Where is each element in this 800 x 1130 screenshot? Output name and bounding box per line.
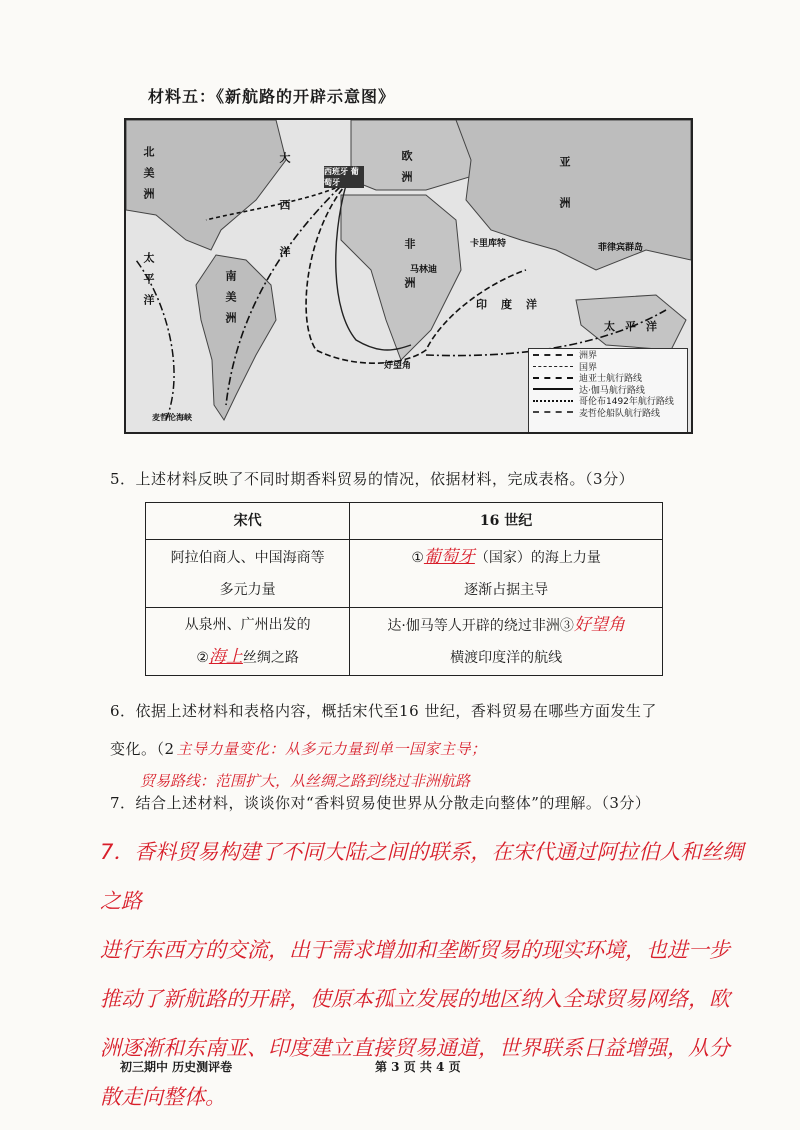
label-pacific-right: 太平洋 xyxy=(604,320,667,333)
label-atlantic: 大西洋 xyxy=(278,152,291,293)
handwritten-answer-1: 葡萄牙 xyxy=(423,547,475,567)
question-5: 5．上述材料反映了不同时期香料贸易的情况，依据材料，完成表格。（3分） xyxy=(110,470,635,488)
table-header-16c: 16 世纪 xyxy=(350,503,663,540)
label-malindi: 马林迪 xyxy=(410,265,438,275)
label-philippines: 菲律宾群岛 xyxy=(598,243,644,253)
legend-row: 麦哲伦船队航行路线 xyxy=(529,407,687,419)
table-header-song: 宋代 xyxy=(146,503,350,540)
material-title: 材料五：《新航路的开辟示意图》 xyxy=(148,87,396,106)
handwritten-answer-q6-2: 贸易路线：范围扩大，从丝绸之路到绕过非洲航路 xyxy=(140,772,471,790)
label-cape: 好望角 xyxy=(384,361,412,371)
label-magellan: 麦哲伦海峡 xyxy=(152,412,192,422)
footer-page-number: 第 3 页 共 4 页 xyxy=(375,1060,461,1074)
label-south-america: 南美洲 xyxy=(224,270,237,333)
table-cell: 达·伽马等人开辟的绕过非洲③好望角 横渡印度洋的航线 xyxy=(350,608,663,676)
legend-row: 达·伽马航行路线 xyxy=(529,384,687,396)
legend-row: 洲界 xyxy=(529,349,687,361)
label-north-america: 北美洲 xyxy=(142,146,155,209)
handwritten-answer-3: 好望角 xyxy=(573,615,625,635)
legend-row: 哥伦布1492年航行路线 xyxy=(529,395,687,407)
answer-table xyxy=(145,502,663,676)
table-cell: 从泉州、广州出发的 ②海上丝绸之路 xyxy=(146,608,350,676)
handwritten-answer-q6-1: 主导力量变化：从多元力量到单一国家主导； xyxy=(176,740,487,758)
legend-row: 国界 xyxy=(529,361,687,373)
handwritten-essay: 7．香料贸易构建了不同大陆之间的联系，在宋代通过阿拉伯人和丝绸之路 进行东西方的交流，出于需求增加和垄断贸易的现实环境，也进一步 推动了新航路的开辟，使原本孤立发展的地区纳入全球贸易网络，欧 洲逐渐和东南亚、印度建立直接贸易通道，世界联系日益增强，从分 散走向整体。 xyxy=(100,840,744,1109)
legend-row: 迪亚士航行路线 xyxy=(529,372,687,384)
route-map xyxy=(124,118,693,434)
table-cell: 阿拉伯商人、中国海商等 多元力量 xyxy=(146,540,350,608)
label-spain-portugal: 西班牙 葡萄牙 xyxy=(324,166,364,188)
footer-exam-name: 初三期中 历史测评卷 xyxy=(120,1060,233,1074)
label-pacific-left: 太平洋 xyxy=(142,252,155,315)
question-6-line2: 变化。（2 主导力量变化：从多元力量到单一国家主导； xyxy=(110,740,487,758)
label-europe: 欧洲 xyxy=(400,150,413,192)
map-legend xyxy=(528,348,688,434)
question-6-line1: 6．依据上述材料和表格内容，概括宋代至16 世纪，香料贸易在哪些方面发生了 xyxy=(110,702,657,720)
label-calicut: 卡里库特 xyxy=(470,239,507,249)
label-africa: 非洲 xyxy=(403,238,416,316)
label-indian-ocean: 印度洋 xyxy=(476,298,551,311)
question-7: 7．结合上述材料，谈谈你对“香料贸易使世界从分散走向整体”的理解。（3分） xyxy=(110,794,651,812)
table-cell: ①葡萄牙（国家）的海上力量 逐渐占据主导 xyxy=(350,540,663,608)
handwritten-answer-2: 海上 xyxy=(208,647,243,667)
label-asia: 亚洲 xyxy=(558,156,571,238)
